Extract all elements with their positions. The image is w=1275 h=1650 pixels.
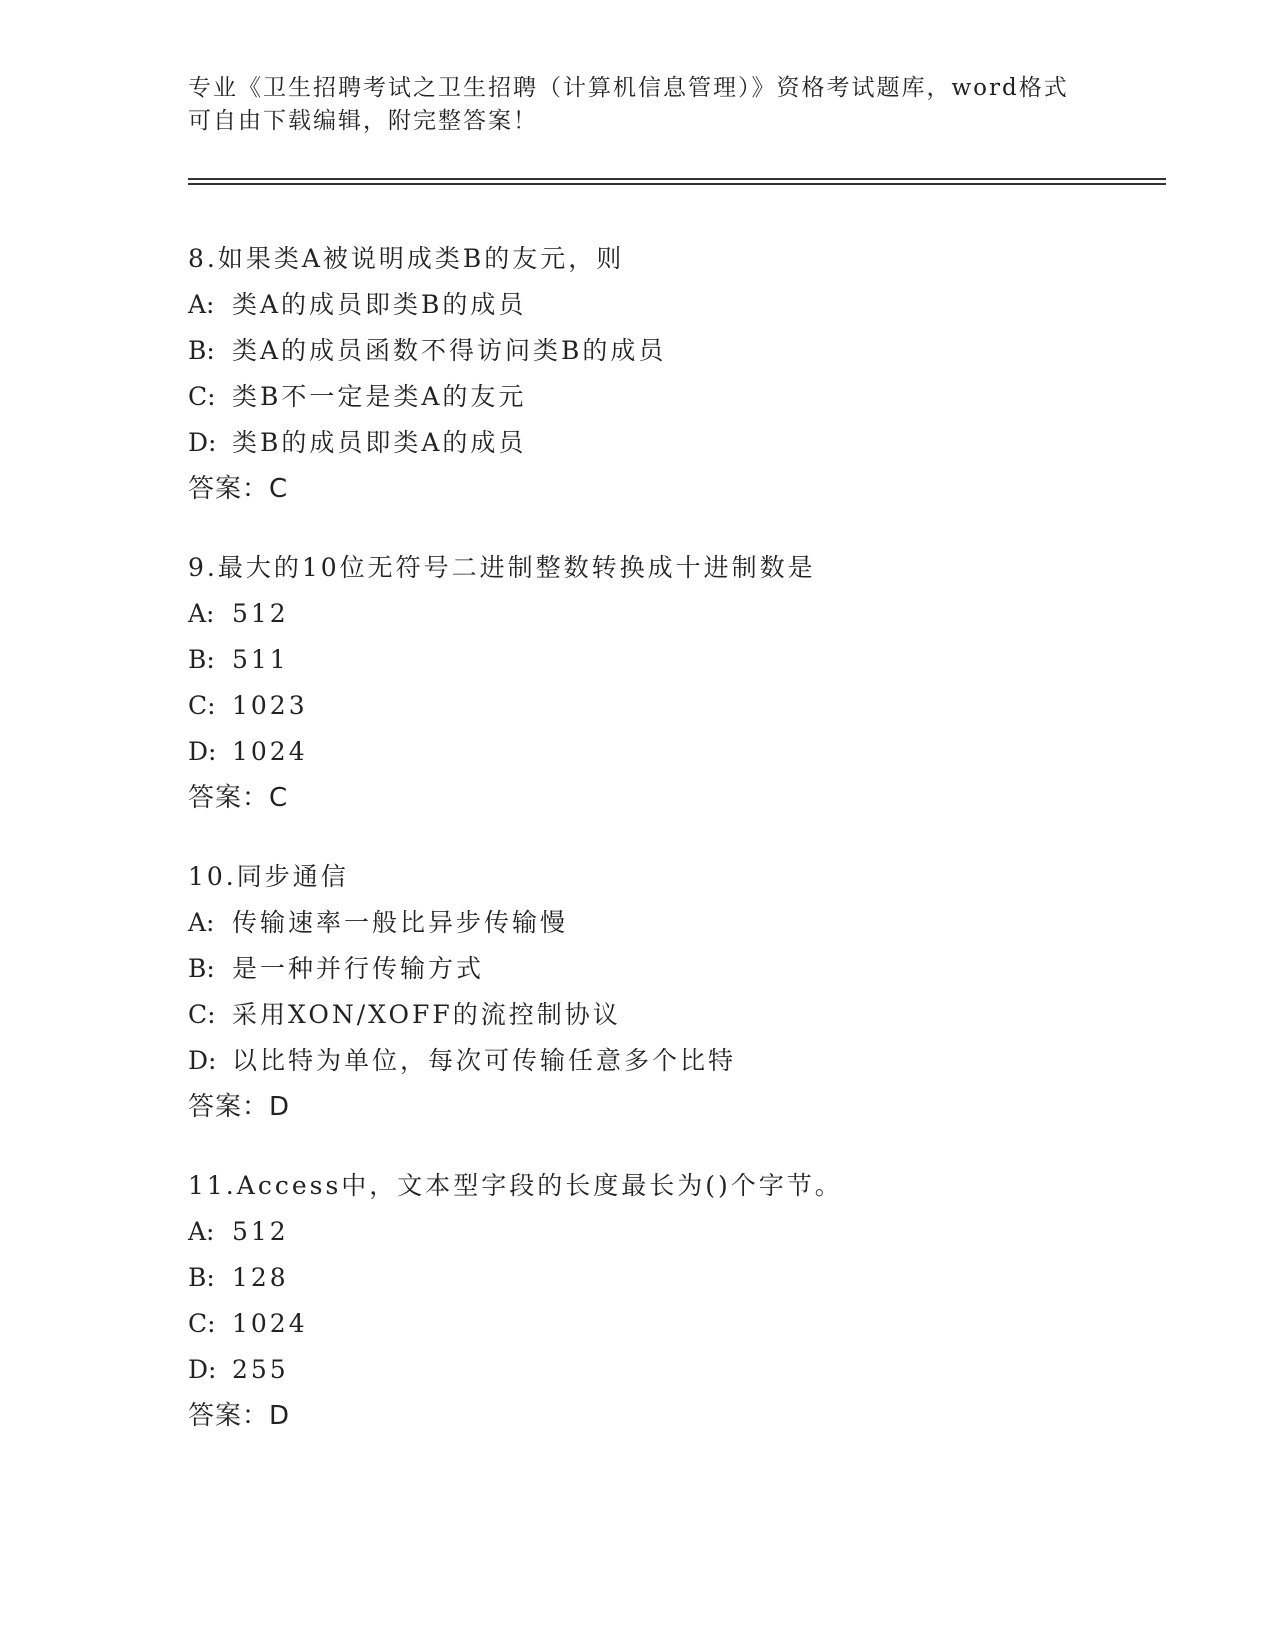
question-title: 10.同步通信	[188, 862, 349, 891]
option-text: 511	[232, 645, 289, 674]
answer-line: 答案：D	[188, 1401, 291, 1431]
option-text: 512	[232, 1217, 289, 1246]
answer-line: 答案：D	[188, 1092, 291, 1122]
header-line-1: 专业《卫生招聘考试之卫生招聘（计算机信息管理）》资格考试题库，word格式	[188, 75, 1069, 101]
question-list	[188, 236, 1168, 1472]
question-title: 11.Access中，文本型字段的长度最长为()个字节。	[188, 1171, 843, 1200]
option-a	[188, 282, 1168, 328]
option-text: 128	[232, 1263, 289, 1292]
option-text: 1024	[232, 737, 308, 766]
question-11	[188, 1163, 1168, 1439]
option-key: C:	[188, 1309, 216, 1338]
option-text: 类A的成员即类B的成员	[232, 290, 527, 319]
option-a	[188, 591, 1168, 637]
header-divider-top	[188, 178, 1166, 180]
question-9	[188, 545, 1168, 821]
option-text: 类B不一定是类A的友元	[232, 382, 527, 411]
option-a	[188, 900, 1168, 946]
option-text: 是一种并行传输方式	[232, 954, 485, 983]
option-key: B:	[188, 954, 215, 983]
option-key: D:	[188, 1046, 217, 1075]
option-text: 1024	[232, 1309, 308, 1338]
option-b	[188, 328, 1168, 374]
header-line-2: 可自由下载编辑，附完整答案！	[188, 108, 538, 134]
option-c	[188, 683, 1168, 729]
question-title: 9.最大的10位无符号二进制整数转换成十进制数是	[188, 553, 816, 582]
option-key: A:	[188, 908, 215, 937]
option-text: 类A的成员函数不得访问类B的成员	[232, 336, 667, 365]
option-d	[188, 729, 1168, 775]
option-key: A:	[188, 599, 215, 628]
question-10	[188, 854, 1168, 1130]
option-d	[188, 420, 1168, 466]
option-text: 255	[232, 1355, 289, 1384]
option-text: 1023	[232, 691, 308, 720]
option-text: 采用XON/XOFF的流控制协议	[232, 1000, 621, 1029]
option-c	[188, 992, 1168, 1038]
question-title: 8.如果类A被说明成类B的友元，则	[188, 244, 625, 273]
option-text: 类B的成员即类A的成员	[232, 428, 527, 457]
option-c	[188, 374, 1168, 420]
option-key: B:	[188, 336, 215, 365]
option-d	[188, 1038, 1168, 1084]
header-divider-bottom	[188, 183, 1166, 185]
option-key: A:	[188, 290, 215, 319]
option-text: 传输速率一般比异步传输慢	[232, 908, 569, 937]
option-key: B:	[188, 1263, 215, 1292]
option-a	[188, 1209, 1168, 1255]
option-key: D:	[188, 1355, 217, 1384]
option-b	[188, 1255, 1168, 1301]
option-b	[188, 946, 1168, 992]
option-key: C:	[188, 691, 216, 720]
option-key: A:	[188, 1217, 215, 1246]
option-text: 以比特为单位，每次可传输任意多个比特	[232, 1046, 737, 1075]
option-key: B:	[188, 645, 215, 674]
option-key: D:	[188, 737, 217, 766]
document-header	[188, 72, 1088, 138]
answer-line: 答案：C	[188, 783, 289, 813]
option-d	[188, 1347, 1168, 1393]
option-text: 512	[232, 599, 289, 628]
option-key: C:	[188, 1000, 216, 1029]
answer-line: 答案：C	[188, 474, 289, 504]
option-key: C:	[188, 382, 216, 411]
question-8	[188, 236, 1168, 512]
option-c	[188, 1301, 1168, 1347]
option-key: D:	[188, 428, 217, 457]
option-b	[188, 637, 1168, 683]
